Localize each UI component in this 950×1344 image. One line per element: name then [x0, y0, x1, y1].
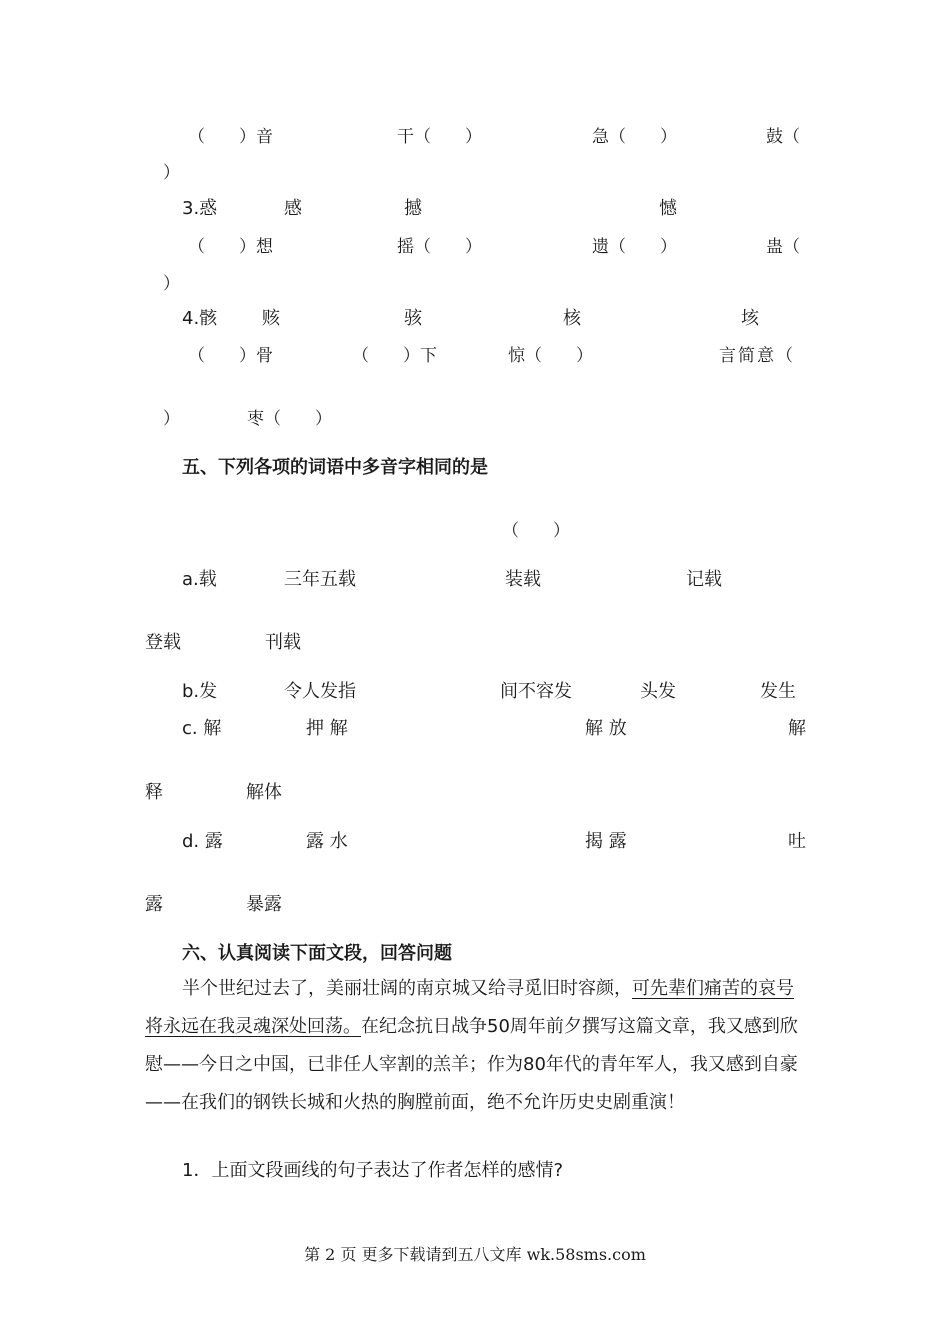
option-b-label: b.发: [182, 681, 218, 702]
option-a-word: 装载: [505, 569, 541, 590]
option-b-word: 间不容发: [500, 681, 572, 702]
close-paren: ）: [163, 409, 180, 429]
option-d-label: d. 露: [182, 831, 223, 852]
blank-yao: 摇（ ）: [397, 237, 482, 257]
item4-word: 垓: [741, 308, 759, 329]
item4-word: 赅: [262, 308, 280, 329]
item3-word: 憾: [659, 198, 677, 219]
blank-xiang: （ ）想: [188, 237, 273, 257]
option-d-word: 吐: [788, 831, 806, 852]
question-1: 1．上面文段画线的句子表达了作者怎样的感情?: [182, 1160, 564, 1181]
option-a-word: 记载: [686, 569, 722, 590]
blank-zao: 枣（ ）: [247, 409, 332, 429]
section5-title: 五、下列各项的词语中多音字相同的是: [182, 457, 488, 478]
item3-label: 3.惑: [182, 198, 218, 219]
passage-rest: 在纪念抗日战争50周年前夕撰写这篇文章，我又感到欣慰——今日之中国，已非任人宰割的羔羊；作为80年代的青年军人，我又感到自豪——在我们的钢铁长城和火热的胸膛前面，绝不允许历史史剧重演！: [145, 1016, 798, 1113]
item3-word: 感: [284, 198, 302, 219]
page-footer: 第 2 页 更多下载请到五八文库 wk.58sms.com: [304, 1245, 646, 1264]
blank-ji: 急（ ）: [592, 127, 677, 147]
section6-title: 六、认真阅读下面文段，回答问题: [182, 943, 452, 964]
blank-xia: （ ）下: [352, 346, 437, 366]
option-c-word: 解: [788, 718, 806, 739]
option-a-word: 登载: [145, 632, 181, 653]
option-d-word: 暴露: [246, 894, 282, 915]
reading-passage: [145, 970, 807, 1122]
option-b-word: 头发: [640, 681, 676, 702]
option-a-word: 三年五载: [284, 569, 356, 590]
passage-underlined-sentence: 可先辈们痛苦的哀号将永远在我灵魂深处回荡。: [145, 978, 794, 1037]
option-a-label: a.载: [182, 569, 217, 590]
passage-start: 半个世纪过去了，美丽壮阔的南京城又给寻觅旧时容颜，: [182, 978, 632, 999]
answer-paren: （ ）: [502, 521, 570, 541]
blank-gai: 言简意（: [719, 346, 795, 366]
option-b-word: 令人发指: [284, 681, 356, 702]
option-d-word: 露 水: [306, 831, 348, 852]
blank-yin: （ ）音: [188, 127, 273, 147]
blank-yi: 遗（ ）: [592, 237, 677, 257]
option-c-word: 释: [145, 782, 163, 803]
option-a-word: 刊载: [265, 632, 301, 653]
close-paren: ）: [163, 274, 180, 294]
blank-gu3: （ ）骨: [188, 346, 273, 366]
option-d-word: 揭 露: [585, 831, 627, 852]
blank-gan: 干（ ）: [397, 127, 482, 147]
option-c-label: c. 解: [182, 718, 222, 739]
close-paren: ）: [163, 163, 180, 183]
option-c-word: 解体: [246, 782, 282, 803]
option-c-word: 押 解: [306, 718, 348, 739]
blank-gu2: 蛊（: [766, 237, 800, 257]
option-d-word: 露: [145, 894, 163, 915]
blank-gu: 鼓（: [766, 127, 800, 147]
blank-jing: 惊（ ）: [508, 346, 593, 366]
item4-word: 核: [563, 308, 581, 329]
option-b-word: 发生: [760, 681, 796, 702]
item4-label: 4.骸: [182, 308, 218, 329]
item3-word: 撼: [404, 198, 422, 219]
option-c-word: 解 放: [585, 718, 627, 739]
item4-word: 骇: [404, 308, 422, 329]
